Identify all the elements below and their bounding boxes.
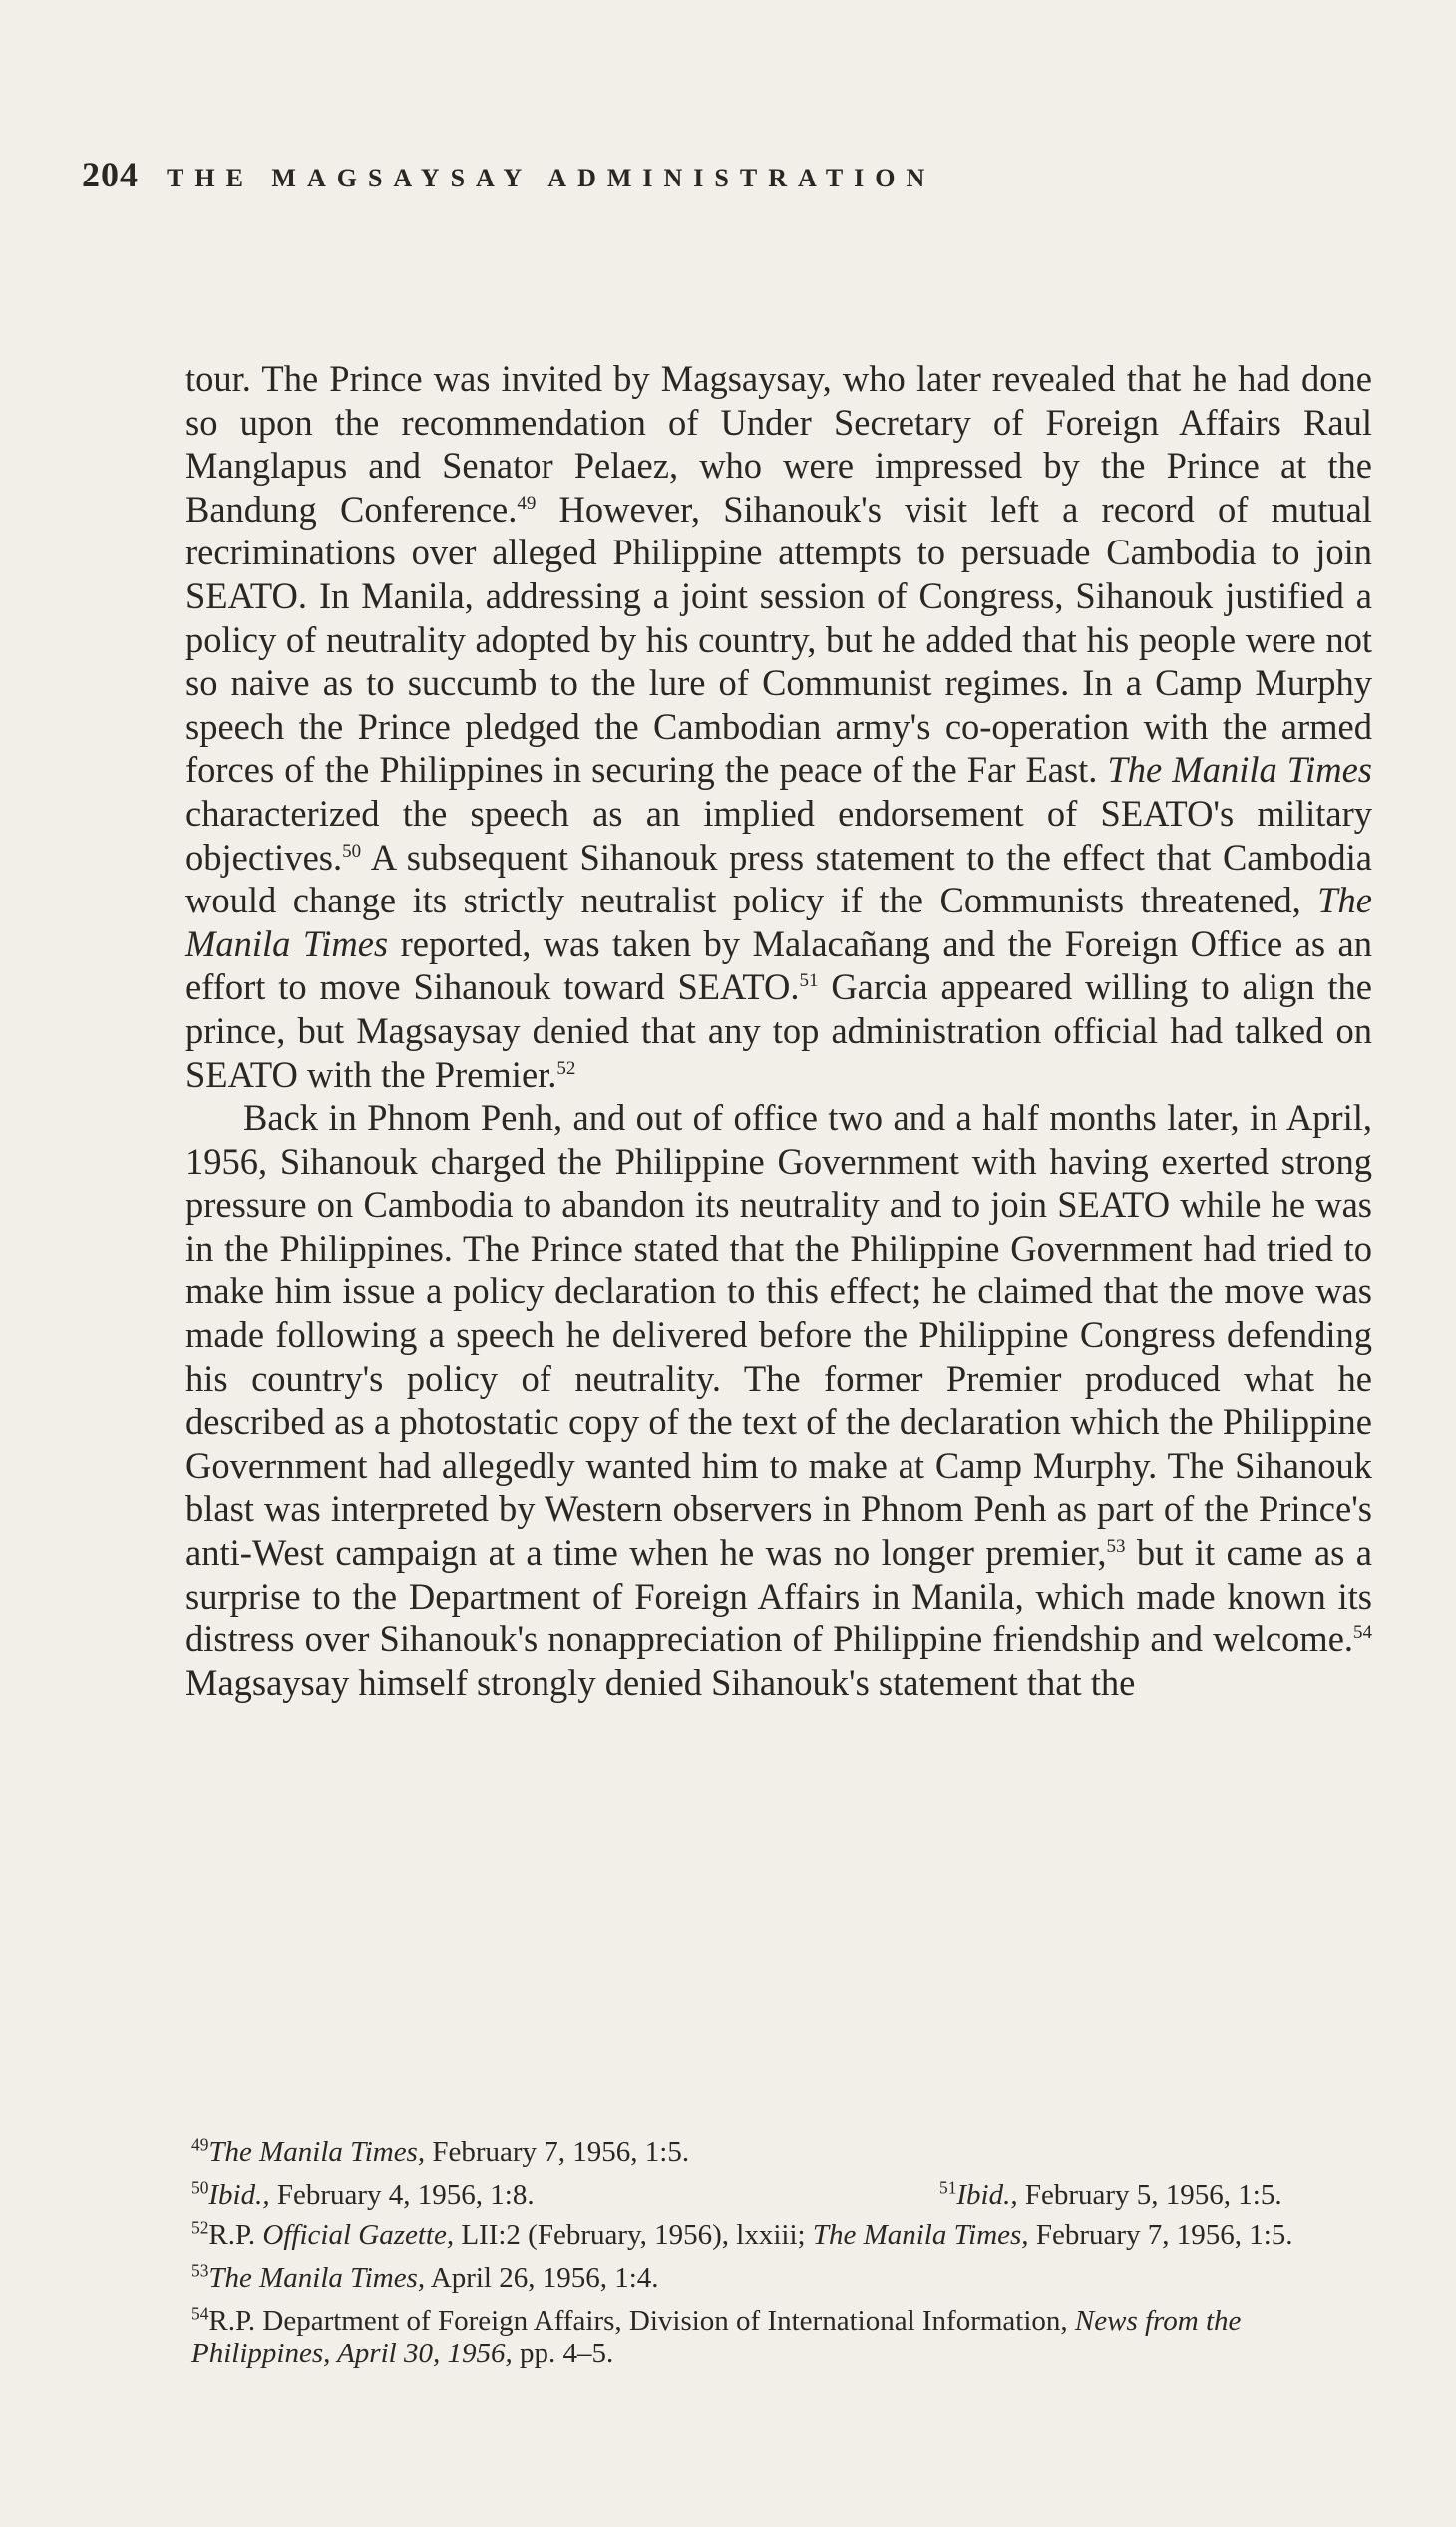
footnote-title: News from the Philippines, April 30, 1956, bbox=[191, 2305, 1242, 2369]
text-run: Back in Phnom Penh, and out of office two and a half months later, in April, 1956, Sihanouk charged the Philippine Government with having exerted strong pressure on Cambodia to abandon its neutrality and to join SEATO while he was in the Philippines. The Prince stated that the Philippine Government had tried to make him issue a policy declaration to this effect; he claimed that the move was made following a speech he delivered before the Philippine Congress defending his country's policy of neutrality. The former Premier produced what he described as a photostatic copy of the text of the declaration which the Philippine Government had allegedly wanted him to make at Camp Murphy. The Sihanouk blast was interpreted by Western observers in Phnom Penh as part of the Prince's anti-West campaign at a time when he was no longer premier, bbox=[185, 1097, 1372, 1574]
footnote-text: LII:2 (February, 1956), lxxiii; bbox=[454, 2219, 813, 2251]
footnote-49 bbox=[191, 2136, 1374, 2169]
footnote-title: The Manila Times, bbox=[208, 2262, 426, 2294]
body-text bbox=[185, 357, 1372, 1704]
footnote-text: February 7, 1956, 1:5. bbox=[1028, 2219, 1293, 2251]
footnote-ref-53: 53 bbox=[1106, 1535, 1126, 1557]
footnote-ref-52: 52 bbox=[556, 1057, 576, 1079]
newspaper-title: The Manila Times bbox=[1107, 749, 1372, 791]
footnote-number: 52 bbox=[191, 2217, 209, 2238]
footnotes bbox=[191, 2136, 1374, 2380]
footnote-number: 53 bbox=[191, 2260, 209, 2281]
footnote-title: Official Gazette, bbox=[262, 2219, 455, 2251]
footnote-number: 51 bbox=[939, 2177, 957, 2198]
text-run: but it came as a surprise to the Department of Foreign Affairs in Manila, which made known its distress over Sihanouk's nonappreciation of Philippine friendship and welcome. bbox=[185, 1532, 1372, 1660]
text-run: reported, was taken by Malacañang and the Foreign Office as an effort to move Sihanouk toward SEATO. bbox=[185, 922, 1372, 1008]
footnote-title: The Manila Times, bbox=[208, 2136, 426, 2168]
footnote-text: February 4, 1956, 1:8. bbox=[269, 2179, 535, 2211]
footnote-51 bbox=[939, 2179, 1282, 2212]
footnote-50 bbox=[191, 2179, 535, 2212]
paragraph-1 bbox=[185, 357, 1372, 1096]
paragraph-2 bbox=[185, 1096, 1372, 1704]
footnote-text: R.P. Department of Foreign Affairs, Division of International Information, bbox=[208, 2305, 1075, 2337]
footnote-ref-51: 51 bbox=[799, 970, 819, 992]
footnote-number: 54 bbox=[191, 2303, 209, 2324]
text-run: A subsequent Sihanouk press statement to the effect that Cambodia would change its strictly neutralist policy if the Communists threatened, bbox=[185, 836, 1372, 921]
text-run: tour. The Prince was invited by Magsaysay, who later revealed that he had done so upon the recommendation of Under Secretary of Foreign Affairs Raul Manglapus and Senator Pelaez, who were impressed by the Prince at the Bandung Conference. bbox=[185, 358, 1372, 530]
footnote-52 bbox=[191, 2219, 1374, 2252]
footnote-title: Ibid., bbox=[956, 2179, 1018, 2211]
footnote-ref-54: 54 bbox=[1353, 1623, 1372, 1644]
footnote-ref-49: 49 bbox=[517, 492, 537, 514]
footnote-title: Ibid., bbox=[208, 2179, 270, 2211]
footnote-text: February 7, 1956, 1:5. bbox=[425, 2136, 690, 2168]
text-run: Magsaysay himself strongly denied Sihanouk's statement that the bbox=[185, 1661, 1136, 1703]
text-run: characterized the speech as an implied endorsement of SEATO's military objectives. bbox=[185, 792, 1372, 878]
footnote-number: 49 bbox=[191, 2134, 209, 2155]
footnote-text: R.P. bbox=[208, 2219, 263, 2251]
text-run: Garcia appeared willing to align the prince, but Magsaysay denied that any top administration official had talked on SEATO with the Premier. bbox=[185, 966, 1372, 1095]
footnote-row bbox=[191, 2179, 1374, 2219]
page-number: 204 bbox=[82, 155, 139, 194]
footnote-title: The Manila Times, bbox=[812, 2219, 1029, 2251]
footnote-ref-50: 50 bbox=[342, 840, 362, 862]
footnote-54 bbox=[191, 2305, 1374, 2370]
footnote-text: February 5, 1956, 1:5. bbox=[1017, 2179, 1282, 2211]
footnote-text: April 26, 1956, 1:4. bbox=[425, 2262, 659, 2294]
newspaper-title: The Manila Times bbox=[185, 880, 1372, 964]
footnote-text: pp. 4–5. bbox=[512, 2338, 614, 2369]
running-title: THE MAGSAYSAY ADMINISTRATION bbox=[167, 164, 936, 192]
text-run: However, Sihanouk's visit left a record of mutual recriminations over alleged Philippine attempts to persuade Cambodia to join SEATO. In Manila, addressing a joint session of Congress, Sihanouk justified a policy of neutrality adopted by his country, but he added that his people were not so naive as to succumb to the lure of Communist regimes. In a Camp Murphy speech the Prince pledged the Cambodian army's co-operation with the armed forces of the Philippines in securing the peace of the Far East. bbox=[185, 488, 1372, 791]
footnote-53 bbox=[191, 2262, 1374, 2295]
footnote-number: 50 bbox=[191, 2177, 209, 2198]
running-header bbox=[82, 154, 935, 195]
